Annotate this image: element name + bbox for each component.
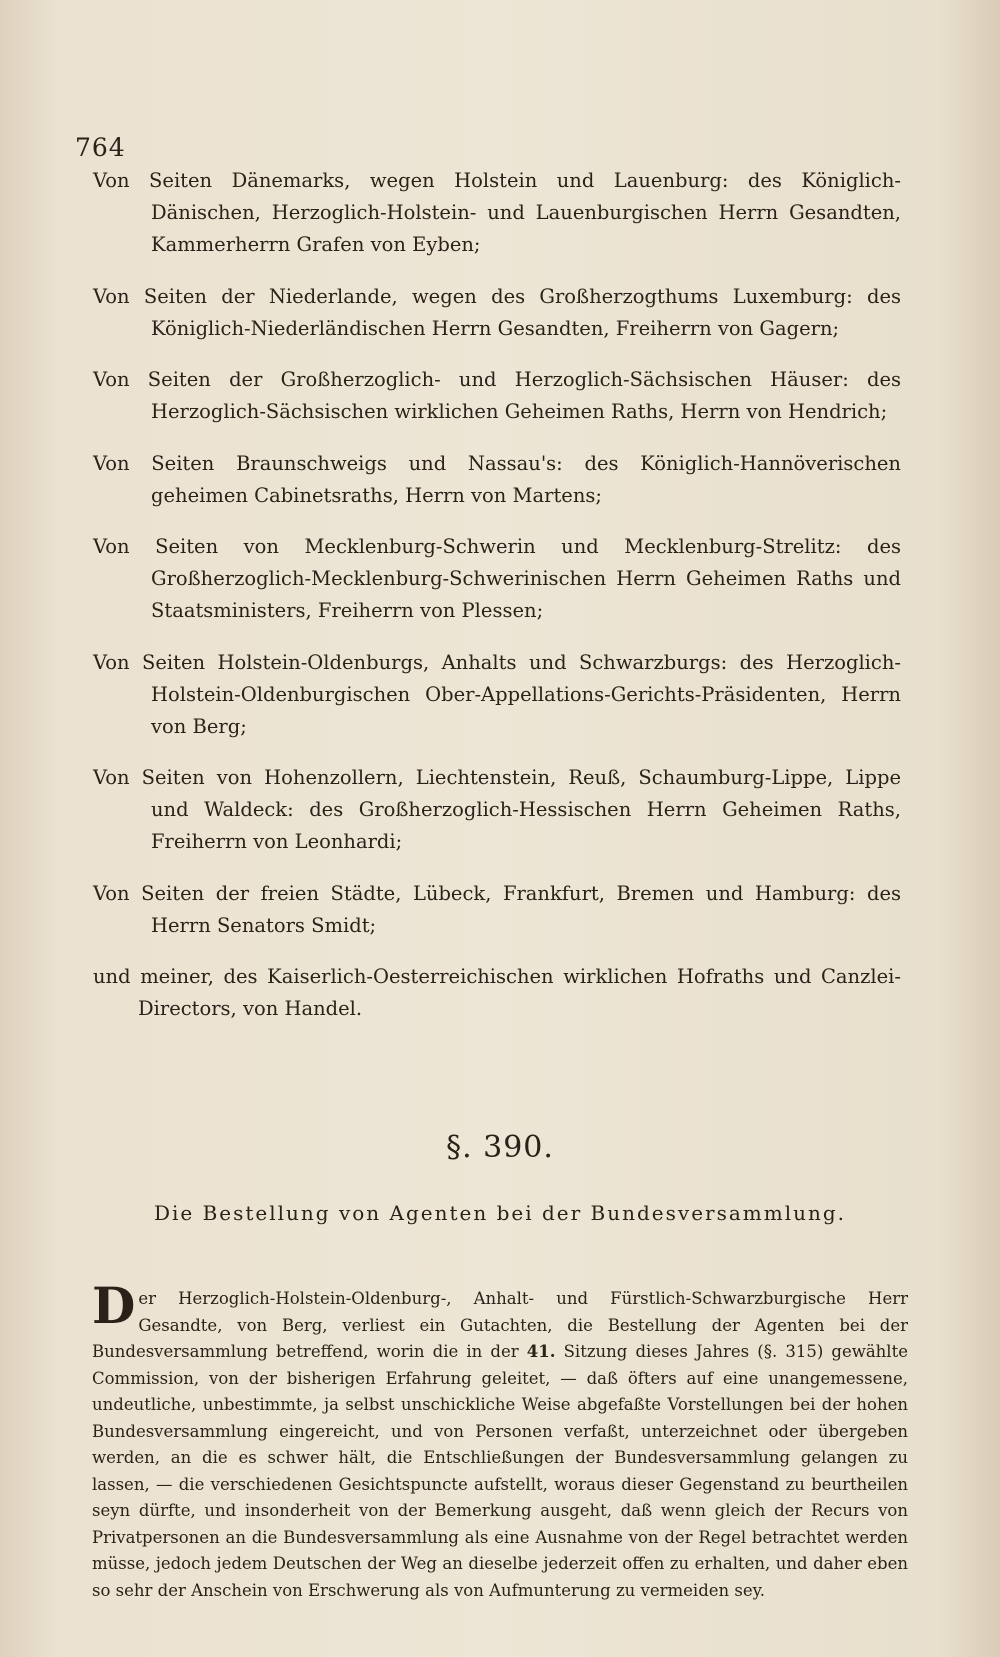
delegate-entry: Von Seiten Braunschweigs und Nassau's: des Königlich-Hannöverischen geheimen Cabinetsraths, Herrn von Martens; xyxy=(93,451,901,507)
section-title: Die Bestellung von Agenten bei der Bundesversammlung. xyxy=(153,1201,847,1225)
body-text-part-1: er Herzoglich-Holstein-Oldenburg-, Anhalt- und Fürstlich-Schwarzburgische Herr Gesandte, von Berg, verliest ein Gutachten, die Bestellung der Agenten bei der Bundesversammlung betreffend, worin die in der xyxy=(92,1289,908,1361)
sitting-number: 41. xyxy=(526,1342,556,1361)
page-number: 764 xyxy=(75,133,126,162)
section-number: §. 390. xyxy=(446,1130,554,1165)
body-text-part-2: Sitzung dieses Jahres (§. 315) gewählte Commission, von der bisherigen Erfahrung geleitet, — daß öfters auf eine unangemessene, undeutliche, unbestimmte, ja selbst unschickliche Weise abgefaßte Vorstellungen bei der hohen Bundesversammlung eingereicht, und von Personen verfaßt, unterzeichnet oder übergeben werden, an die es schwer hält, die Entschließungen der Bundesversammlung gelangen zu lassen, — die verschiedenen Gesichtspuncte aufstellt, woraus dieser Gegenstand zu beurtheilen seyn dürfte, und insonderheit von der Bemerkung ausgeht, daß wenn gleich der Recurs von Privatpersonen an die Bundesversammlung als eine Ausnahme von der Regel betrachtet werden müsse, jedoch jedem Deutschen der Weg an dieselbe jederzeit offen zu erhalten, und daher eben so sehr der Anschein von Erschwerung als von Aufmunterung zu vermeiden sey. xyxy=(92,1342,908,1600)
delegate-entry: Von Seiten Holstein-Oldenburgs, Anhalts und Schwarzburgs: des Herzoglich-Holstein-Oldenburgischen Ober-Appellations-Gerichts-Präsidenten, Herrn von Berg; xyxy=(93,650,901,738)
delegate-entry: Von Seiten der Niederlande, wegen des Großherzogthums Luxemburg: des Königlich-Niederländischen Herrn Gesandten, Freiherrn von Gagern; xyxy=(93,284,901,340)
delegate-list xyxy=(93,165,901,1025)
delegate-entry: Von Seiten von Mecklenburg-Schwerin und Mecklenburg-Strelitz: des Großherzoglich-Mecklenburg-Schwerinischen Herrn Geheimen Raths und Staatsministers, Freiherrn von Plessen; xyxy=(93,535,901,622)
delegate-entry: Von Seiten Dänemarks, wegen Holstein und Lauenburg: des Königlich-Dänischen, Herzoglich-Holstein- und Lauenburgischen Herrn Gesandten, Kammerherrn Grafen von Eyben; xyxy=(93,169,901,256)
delegate-entry: Von Seiten der Großherzoglich- und Herzoglich-Sächsischen Häuser: des Herzoglich-Sächsischen wirklichen Geheimen Raths, Herrn von Hendrich; xyxy=(93,368,901,423)
delegate-entry: Von Seiten der freien Städte, Lübeck, Frankfurt, Bremen und Hamburg: des Herrn Senators Smidt; xyxy=(93,881,901,937)
body-paragraph xyxy=(92,1276,908,1604)
delegate-entry: Von Seiten von Hohenzollern, Liechtenstein, Reuß, Schaumburg-Lippe, Lippe und Waldeck: des Großherzoglich-Hessischen Herrn Geheimen Raths, Freiherrn von Leonhardi; xyxy=(93,766,901,853)
drop-cap: D xyxy=(92,1276,136,1335)
closing-entry: und meiner, des Kaiserlich-Oesterreichischen wirklichen Hofraths und Canzlei-Directors, von Handel. xyxy=(93,965,901,1020)
